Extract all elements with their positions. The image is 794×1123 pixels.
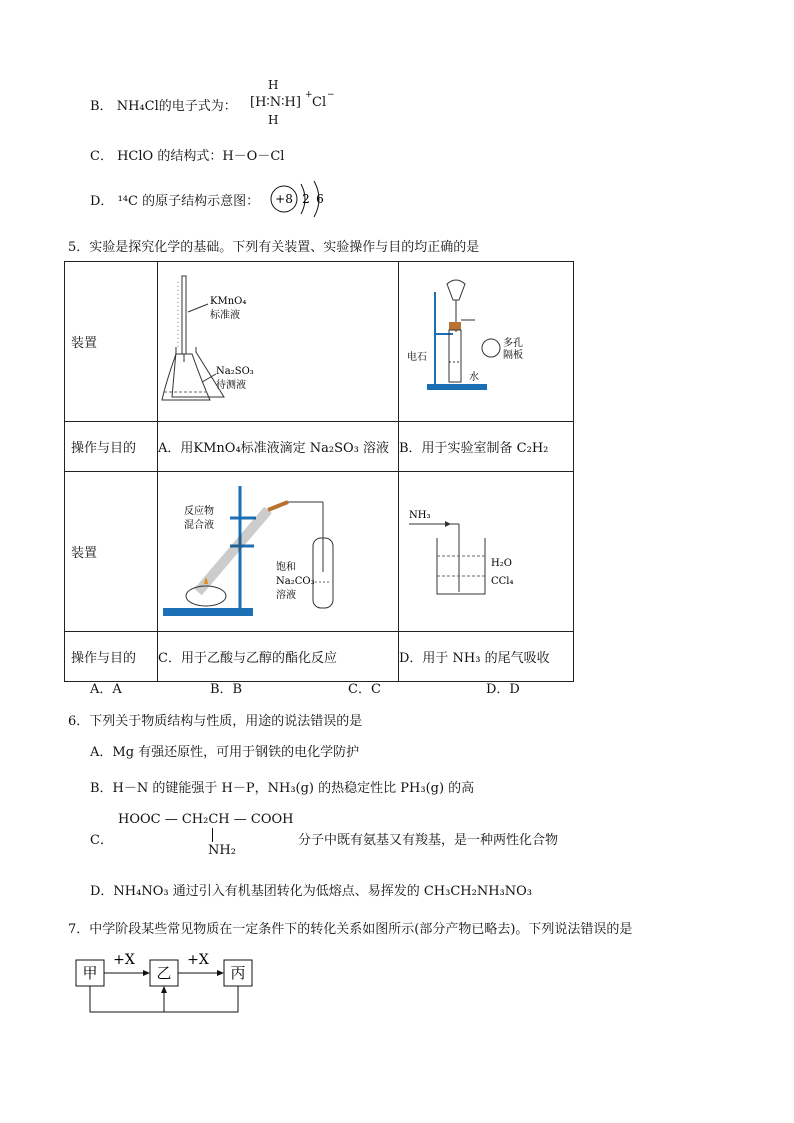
h-atom-bottom: H: [268, 113, 279, 127]
q7-stem: 7．中学阶段某些常见物质在一定条件下的转化关系如图所示(部分产物已略去)。下列说法错误的是: [68, 922, 633, 937]
chloride: Cl: [312, 95, 327, 110]
ammonium-core: [H∶N∶H]: [250, 95, 301, 110]
arrow-head-1: [143, 970, 150, 976]
arrow-head-3: [161, 986, 167, 993]
label-partition: 隔板: [503, 350, 523, 361]
option-text: ¹⁴C 的原子结构示意图：: [117, 194, 260, 209]
row-label-op-2: 操作与目的: [65, 632, 158, 682]
row-label-device-2: 装置: [65, 472, 158, 632]
label-calcium-carbide: 电石: [407, 352, 427, 363]
q5-choice-b[interactable]: B．B: [210, 682, 243, 697]
option-text: HClO 的结构式：H－O－Cl: [117, 149, 285, 164]
box-yi: 乙: [156, 964, 172, 982]
option-letter: C．: [90, 149, 113, 164]
option-text: 的电子式为：: [158, 99, 237, 114]
label-standard-solution: 标准液: [210, 310, 240, 321]
option-c-text: C．用于乙酸与乙醇的酯化反应: [158, 632, 399, 682]
q5-table: [64, 261, 574, 682]
nucleus-charge: +8: [275, 192, 293, 206]
atomic-structure-diagram: [268, 178, 332, 220]
q5-choice-a[interactable]: A．A: [90, 682, 122, 697]
esterification-apparatus: [158, 472, 398, 627]
option-b-text: B．用于实验室制备 C₂H₂: [399, 422, 574, 472]
q5-choice-c[interactable]: C．C: [348, 682, 381, 697]
q6-option-c-text: 分子中既有氨基又有羧基，是一种两性化合物: [298, 833, 559, 848]
label-nh3: NH₃: [409, 510, 431, 521]
label-na2co3: Na₂CO₃: [276, 576, 315, 587]
label-reactant: 反应物: [184, 506, 214, 517]
label-na2so3: Na₂SO₃: [216, 366, 254, 377]
charge-minus: −: [327, 90, 335, 100]
q5-choice-d[interactable]: D．D: [486, 682, 520, 697]
label-water: 水: [469, 372, 479, 383]
shell-2-electrons: 6: [316, 192, 324, 206]
label-saturated: 饱和: [276, 562, 296, 573]
option-d-text: D．用于 NH₃ 的尾气吸收: [399, 632, 574, 682]
q6-option-b: B．H－N 的键能强于 H－P，NH₃(g) 的热稳定性比 PH₃(g) 的高: [90, 781, 475, 796]
q4-option-b: [90, 95, 237, 114]
q6-stem: 6．下列关于物质结构与性质，用途的说法错误的是: [68, 714, 363, 729]
charge-plus: +: [305, 90, 313, 100]
amino-bond: [212, 828, 213, 842]
q7-conversion-diagram: [70, 948, 260, 1018]
option-letter: D．: [90, 194, 114, 209]
acetylene-apparatus: [399, 262, 569, 417]
h-atom-top: H: [268, 78, 279, 92]
ammonia-absorption-apparatus: [399, 472, 569, 627]
fig-a-cell: [158, 262, 399, 422]
fig-b-cell: [399, 262, 574, 422]
label-mixture: 混合液: [184, 520, 214, 531]
label-ccl4-layer: CCl₄: [491, 576, 514, 587]
q6-structural-formula: [118, 812, 298, 862]
amino-group: NH₂: [208, 843, 236, 858]
q4-option-c: [90, 145, 284, 164]
option-letter: B．: [90, 99, 113, 114]
arrow-label-1: +X: [113, 952, 135, 968]
label-kmno4: KMnO₄: [210, 296, 247, 307]
arrow-label-2: +X: [187, 952, 209, 968]
box-bing: 丙: [230, 964, 246, 982]
row-label-op: 操作与目的: [65, 422, 158, 472]
electron-dot-formula: [250, 78, 340, 130]
q5-stem: 5．实验是探究化学的基础。下列有关装置、实验操作与目的均正确的是: [68, 240, 480, 255]
q6-option-a: A．Mg 有强还原性，可用于钢铁的电化学防护: [90, 745, 360, 760]
formula: NH₄Cl: [116, 99, 159, 114]
option-a-text: A．用KMnO₄标准液滴定 Na₂SO₃ 溶液: [158, 422, 399, 472]
q6-option-c-letter: C．: [90, 833, 113, 848]
titration-apparatus: [158, 262, 398, 417]
label-water-layer: H₂O: [491, 558, 512, 569]
fig-d-cell: [399, 472, 574, 632]
q6-option-d: D．NH₄NO₃ 通过引入有机基团转化为低熔点、易挥发的 CH₃CH₂NH₃NO₃: [90, 884, 533, 899]
label-test-solution: 待测液: [216, 380, 246, 391]
label-porous: 多孔: [503, 338, 523, 349]
q4-option-d: [90, 190, 259, 209]
box-jia: 甲: [82, 964, 98, 982]
arrow-head-2: [217, 970, 224, 976]
glutamic-acid-chain: HOOC — CH₂CH — COOH: [118, 812, 294, 827]
row-label-device: 装置: [65, 262, 158, 422]
fig-c-cell: [158, 472, 399, 632]
shell-1-electrons: 2: [302, 192, 310, 206]
label-solution: 溶液: [276, 590, 296, 601]
